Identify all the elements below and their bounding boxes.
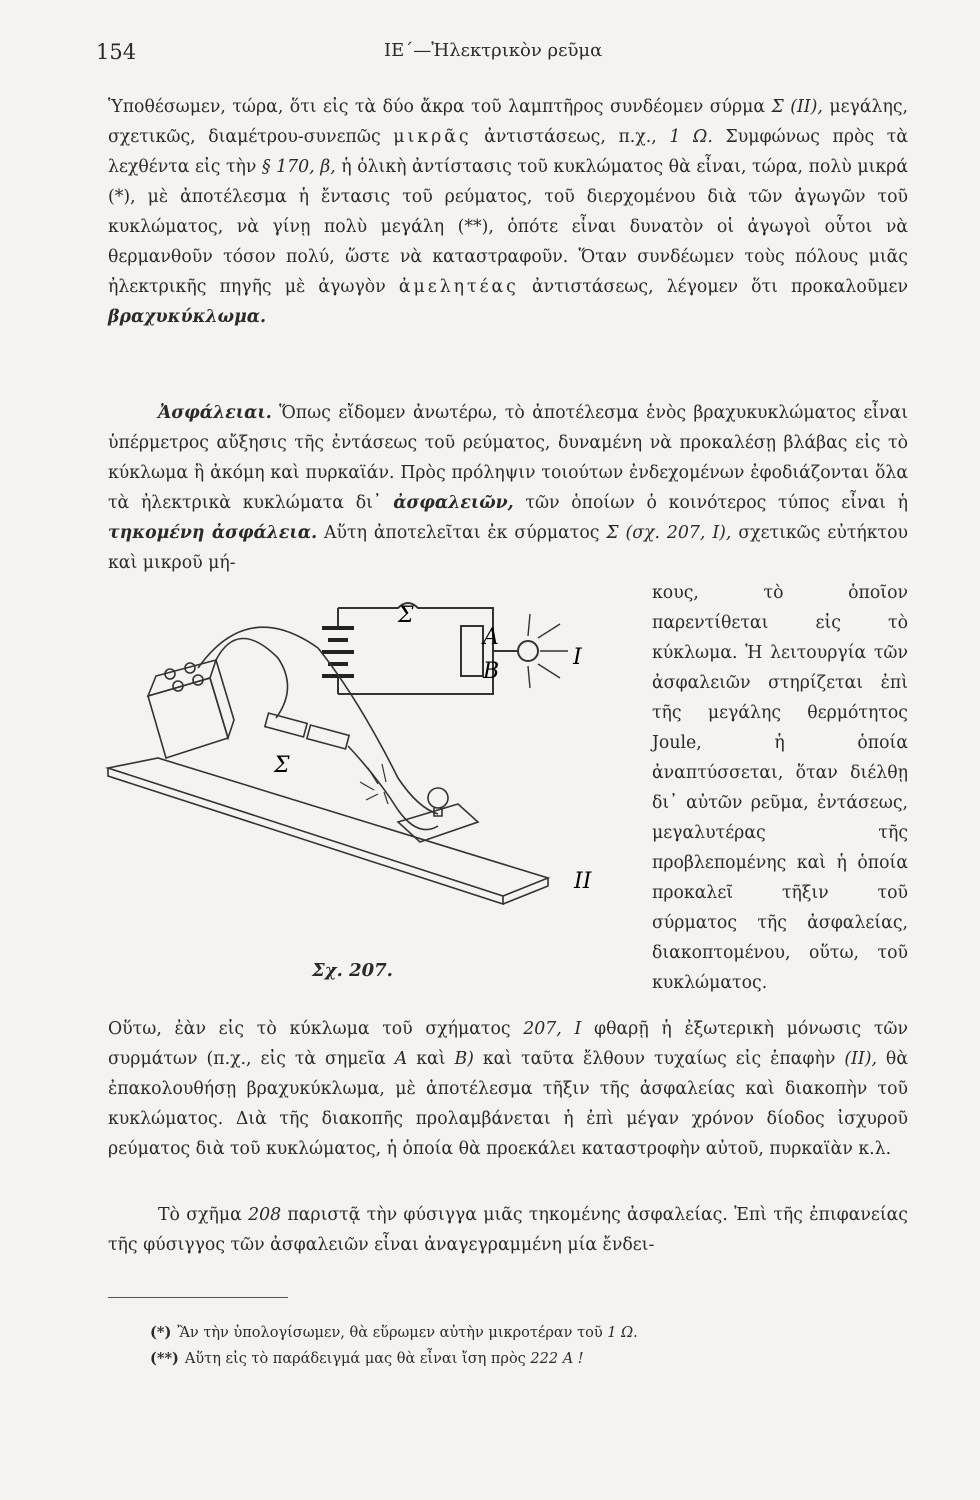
label-figure-II: ΙΙ xyxy=(574,869,592,894)
label-sigma-schematic: Σ xyxy=(398,603,414,628)
footnote-1: (*) Ἂν τὴν ὑπολογίσωμεν, θὰ εὕρωμεν αὐτὴν μικροτέραν τοῦ 1 Ω. xyxy=(150,1324,638,1341)
circuit-illustration xyxy=(98,578,638,998)
figure-207 xyxy=(98,578,638,998)
paragraph-short-circuit: Ὑποθέσωμεν, τώρα, ὅτι εἰς τὰ δύο ἄκρα τοῦ λαμπτῆρος συνδέομεν σύρμα Σ (ΙΙ), μεγάλης, σχετικῶς, διαμέτρου-συνεπῶς μικρᾶς ἀντιστάσεως, π.χ., 1 Ω. Συμφώνως πρὸς τὰ λεχθέντα εἰς τὴν § 170, β, ἡ ὁλικὴ ἀντίστασις τοῦ κυκλώματος θὰ εἶναι, τώρα, πολὺ μικρά (*), μὲ ἀποτέλεσμα ἡ ἔντασις τοῦ ρεύματος, τοῦ διερχομένου διὰ τῶν ἀγωγῶν τοῦ κυκλώματος, νὰ γίνῃ πολὺ μεγάλη (**), ὁπότε εἶναι δυνατὸν οἱ ἀγωγοὶ οὗτοι νὰ θερμανθοῦν τόσον πολύ, ὥστε νὰ καταστραφοῦν. Ὅταν συνδέωμεν τοὺς πόλους μιᾶς ἠλεκτρικῆς πηγῆς μὲ ἀγωγὸν ἀμελητέας ἀντιστάσεως, λέγομεν ὅτι προκαλοῦμεν βραχυκύκλωμα. xyxy=(108,97,909,327)
paragraph-cartridge: Τὸ σχῆμα 208 παριστᾷ τὴν φύσιγγα μιᾶς τηκομένης ἀσφαλείας. Ἐπὶ τῆς ἐπιφανείας τῆς φύσιγγος τῶν ἀσφαλειῶν εἶναι ἀναγεγραμμένη μία ἔνδει- xyxy=(108,1205,908,1255)
figure-caption: Σχ. 207. xyxy=(312,960,393,981)
label-figure-I: Ι xyxy=(573,645,582,670)
paragraph-fuses: Ἀσφάλειαι. Ὅπως εἴδομεν ἀνωτέρω, τὸ ἀποτέλεσμα ἑνὸς βραχυκυκλώματος εἶναι ὑπέρμετρος αὔξησις τῆς ἐντάσεως τοῦ ρεύματος, δυναμένη νὰ προκαλέσῃ βλάβας εἰς τὸ κύκλωμα ἢ ἀκόμη καὶ πυρκαϊάν. Πρὸς πρόληψιν τοιούτων ἐνδεχομένων ἐφοδιάζονται ὅλα τὰ ἠλεκτρικὰ κυκλώματα δι᾽ ἀσφαλειῶν, τῶν ὁποίων ὁ κοινότερος τύπος εἶναι ἡ τηκομένη ἀσφάλεια. Αὕτη ἀποτελεῖται ἐκ σύρματος Σ (σχ. 207, Ι), σχετικῶς εὐτήκτου καὶ μικροῦ μή- xyxy=(108,403,909,573)
section-heading-fuses: Ἀσφάλειαι. xyxy=(158,403,272,423)
label-sigma-fuse: Σ xyxy=(274,753,290,778)
footnote-divider xyxy=(108,1297,288,1298)
page-number: 154 xyxy=(96,40,137,64)
text-beside-figure: κους, τὸ ὁποῖον παρεντίθεται εἰς τὸ κύκλωμα. Ἡ λειτουργία τῶν ἀσφαλειῶν στηρίζεται ἐπὶ τῆς μεγάλης θερμότητος Joule, ἡ ὁποία ἀναπτύσσεται, ὅταν διέλθῃ δι᾽ αὐτῶν ρεῦμα, ἐντάσεως, μεγαλυτέρας τῆς προβλεπομένης καὶ ἡ ὁποία προκαλεῖ τῆξιν τοῦ σύρματος τῆς ἀσφαλείας, διακοπτομένου, οὕτω, τοῦ κυκλώματος. xyxy=(652,583,908,993)
running-title: ΙΕ΄—Ἠλεκτρικὸν ρεῦμα xyxy=(384,40,603,61)
label-point-B: B xyxy=(483,659,500,684)
footnote-2: (**) Αὕτη εἰς τὸ παράδειγμά μας θὰ εἶναι ἴση πρὸς 222 Α ! xyxy=(150,1350,584,1367)
label-point-A: A xyxy=(483,625,499,650)
paragraph-example: Οὕτω, ἐὰν εἰς τὸ κύκλωμα τοῦ σχήματος 207, Ι φθαρῇ ἡ ἐξωτερικὴ μόνωσις τῶν συρμάτων (π.χ., εἰς τὰ σημεῖα Α καὶ Β) καὶ ταῦτα ἔλθουν τυχαίως εἰς ἐπαφὴν (ΙΙ), θὰ ἐπακολουθήσῃ βραχυκύκλωμα, μὲ ἀποτέλεσμα τῆξιν τῆς ἀσφαλείας καὶ διακοπὴν τοῦ κυκλώματος. Διὰ τῆς διακοπῆς προλαμβάνεται ἡ ἐπὶ μέγαν χρόνον δίοδος ἰσχυροῦ ρεύματος διὰ τοῦ κυκλώματος, ἡ ὁποία θὰ προεκάλει καταστροφὴν αὐτοῦ, πυρκαϊὰν κ.λ. xyxy=(108,1019,908,1159)
